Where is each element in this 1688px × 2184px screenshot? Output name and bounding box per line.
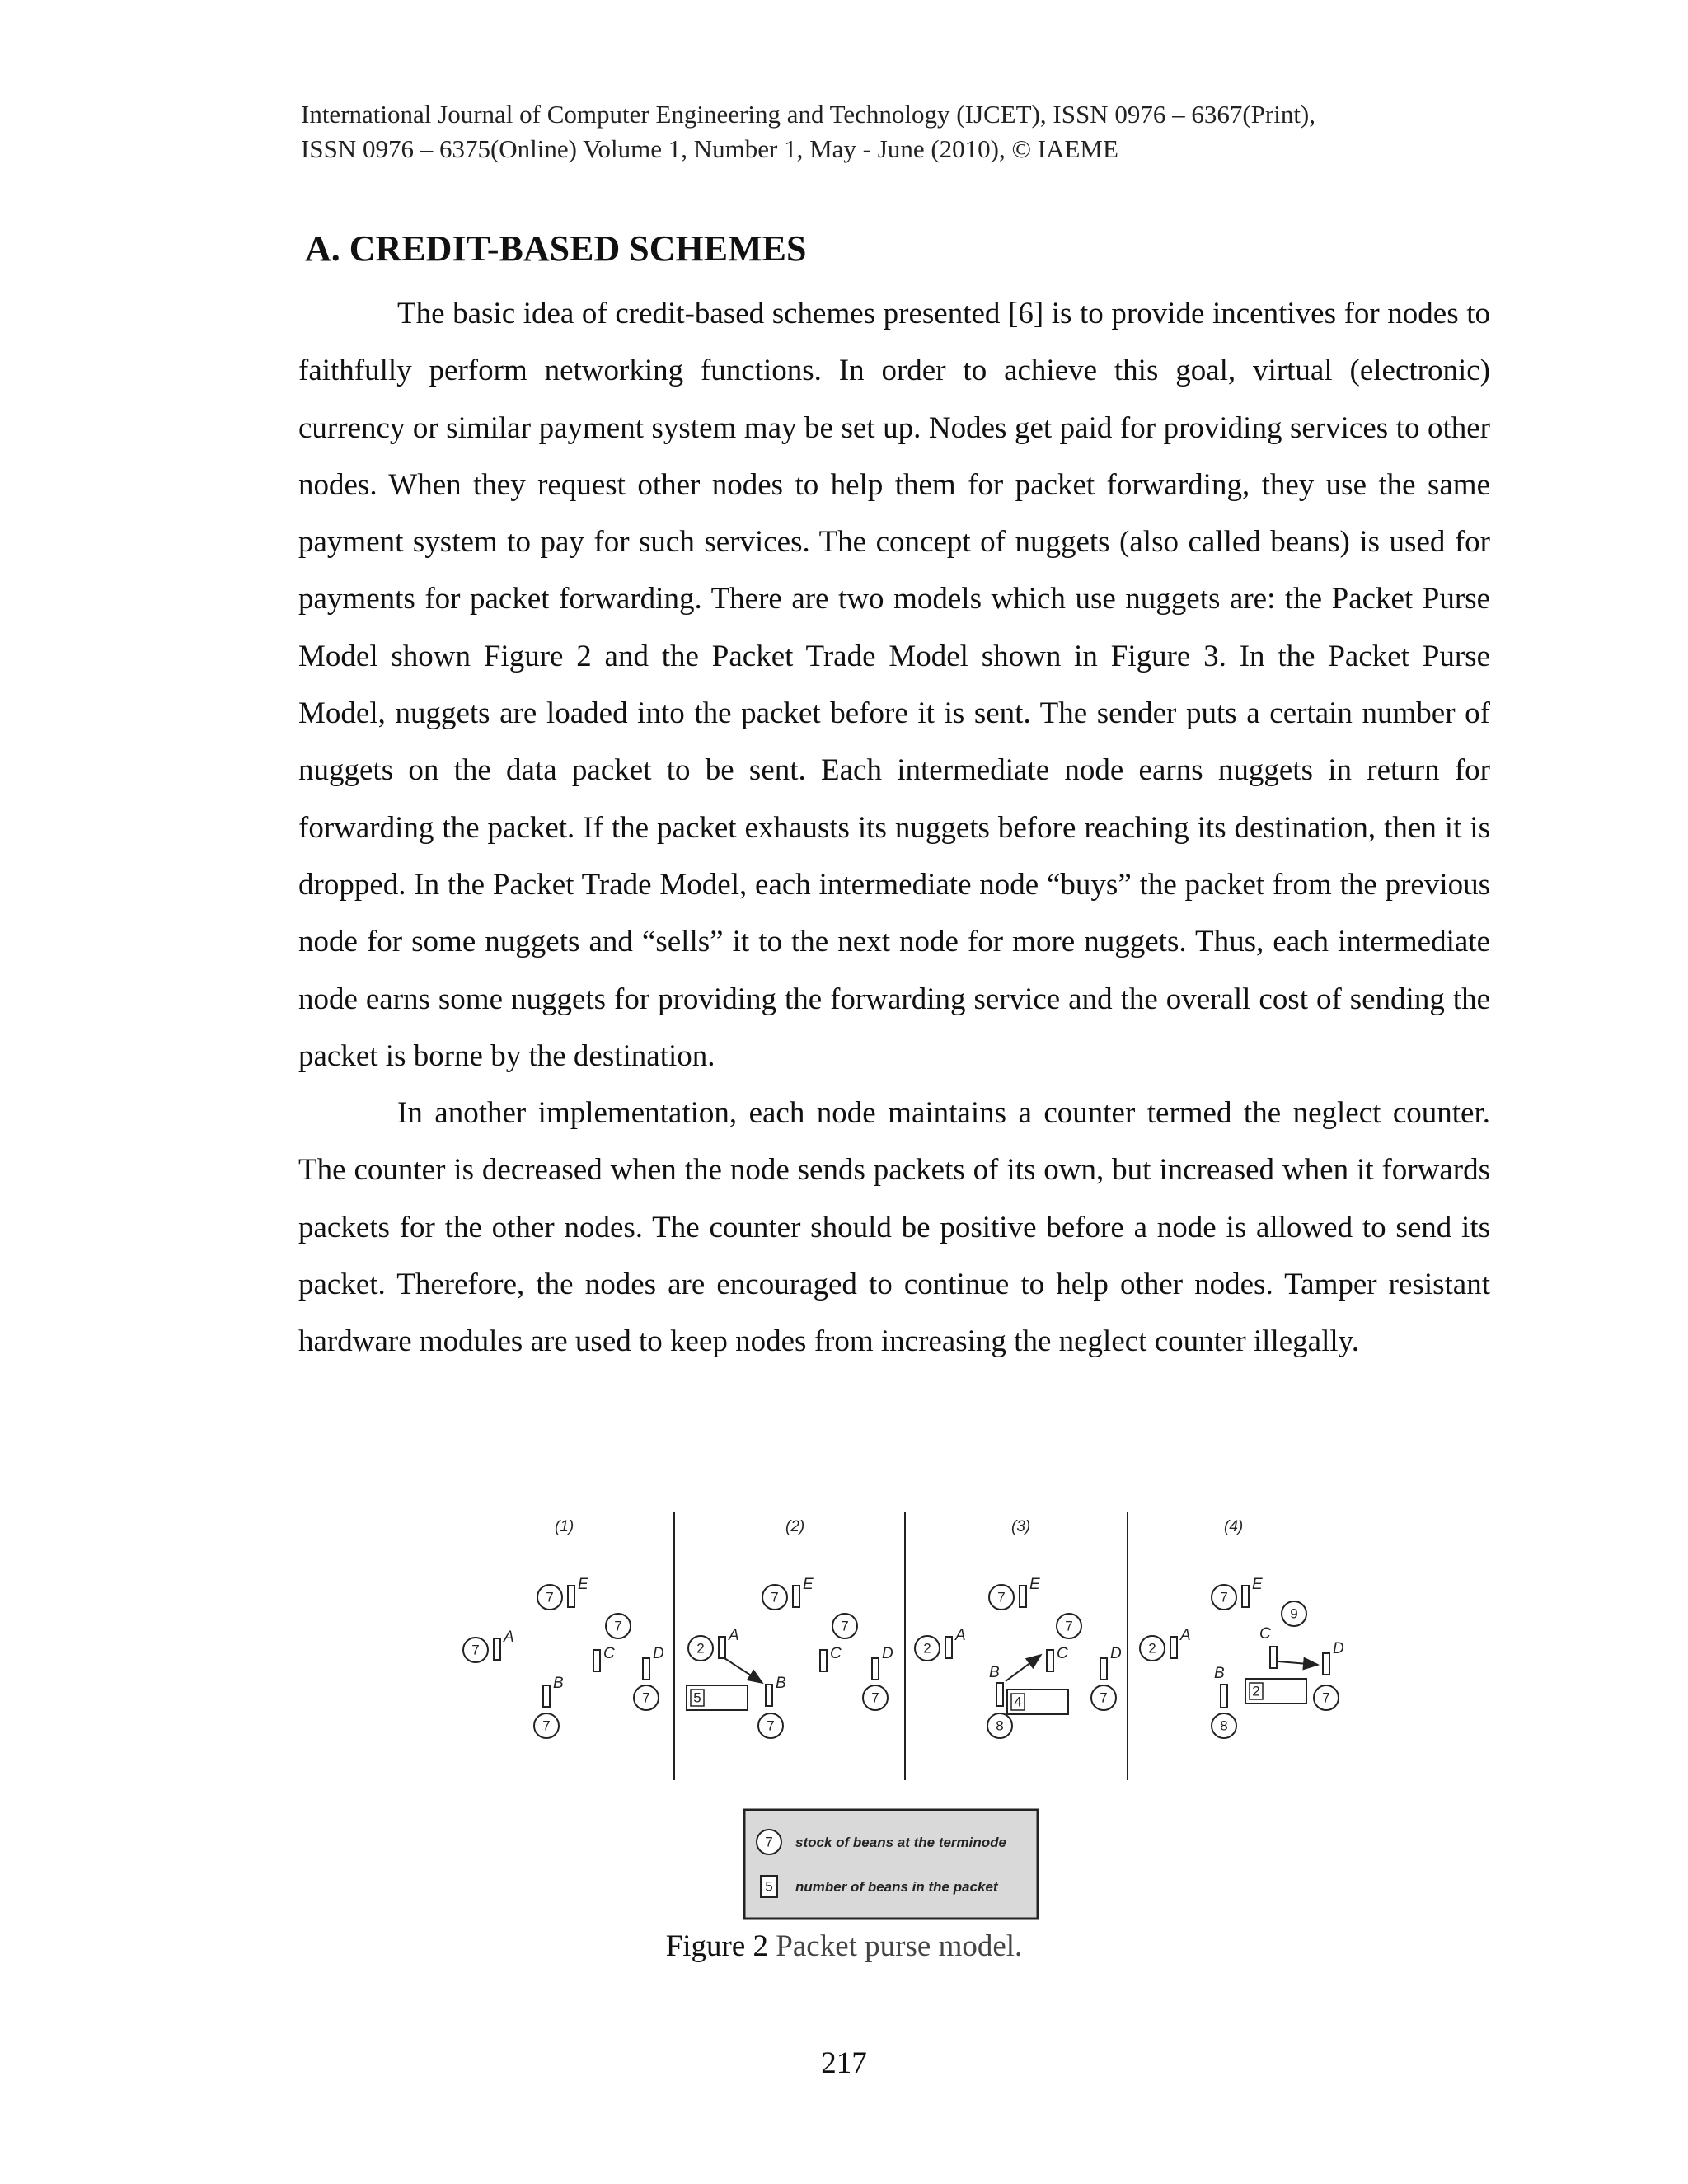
terminode [1323,1653,1329,1675]
terminode [793,1586,799,1607]
node-stock: 7 [1100,1690,1108,1706]
terminode [593,1650,600,1671]
node-stock: 7 [642,1690,650,1706]
header-line-1: International Journal of Computer Engineering and Technology (IJCET), ISSN 0976 – 6367(Print), [301,100,1316,129]
node-stock: 7 [542,1718,551,1734]
terminode [1242,1586,1249,1607]
forward-arrow [1006,1655,1041,1681]
terminode [494,1638,500,1660]
journal-header [301,97,1504,166]
page-number: 217 [821,2046,867,2080]
terminode [543,1685,550,1707]
node-label: B [1214,1665,1225,1682]
node-stock: 8 [996,1718,1004,1734]
node-stock: 7 [1065,1618,1073,1634]
node-stock: 7 [1322,1690,1330,1706]
node-label: B [989,1664,1000,1681]
node-stock: 2 [1148,1640,1156,1657]
panel-label: (4) [1224,1518,1244,1535]
node-stock: 7 [767,1718,775,1734]
terminode [643,1658,649,1680]
panel-4 [1140,1518,1344,1738]
legend-stock-sample: 7 [765,1834,773,1850]
terminode [1020,1586,1026,1607]
terminode [872,1658,879,1680]
legend-packet-sample: 5 [765,1878,773,1895]
packet-beans: 2 [1252,1683,1260,1699]
paragraph: The basic idea of credit-based schemes presented [6] is to provide incentives for nodes to faithfully perform networking functions. In order to achieve this goal, virtual (electronic) currency or similar payment system may be set up. Nodes get paid for providing services to other nodes. When they request other nodes to help them for packet forwarding, they use the same payment system to pay for such services. The concept of nuggets (also called beans) is used for payments for packet forwarding. There are two models which use nuggets are: the Packet Purse Model shown Figure 2 and the Packet Trade Model shown in Figure 3. In the Packet Purse Model, nuggets are loaded into the packet before it is sent. The sender puts a certain number of nuggets on the data packet to be sent. Each intermediate node earns nuggets in return for forwarding the packet. If the packet exhausts its nuggets before reaching its destination, then it is dropped. In the Packet Trade Model, each intermediate node “buys” the packet from the previous node for some nuggets and “sells” it to the next node for more nuggets. Thus, each intermediate node earns some nuggets for providing the forwarding service and the overall cost of sending the packet is borne by the destination. [298,297,1490,1073]
node-label: A [504,1629,514,1646]
node-label: D [1110,1645,1122,1662]
node-label: C [1057,1645,1068,1662]
section-title: A. CREDIT-BASED SCHEMES [305,228,807,269]
figure-diagram [457,1508,1364,1929]
node-label: C [830,1645,842,1662]
figure-caption [0,1927,1688,1966]
node-label: B [553,1675,564,1692]
node-label: A [955,1627,966,1644]
node-label: E [1252,1576,1263,1593]
panel-2 [687,1518,893,1738]
node-label: D [653,1645,664,1662]
terminode [766,1685,772,1706]
terminode [1270,1647,1277,1668]
node-stock: 7 [614,1618,622,1634]
node-stock: 2 [696,1640,705,1657]
forward-arrow [724,1658,762,1683]
legend-packet-text: number of beans in the packet [795,1879,998,1895]
node-stock: 7 [471,1642,480,1658]
packet-beans: 5 [693,1690,701,1706]
terminode [719,1637,725,1658]
panel-3 [915,1518,1122,1738]
figure-legend [744,1810,1038,1919]
node-stock: 8 [1220,1718,1228,1734]
header-line-2: ISSN 0976 – 6375(Online) Volume 1, Number 1, May - June (2010), © IAEME [301,134,1118,163]
node-label: D [882,1645,893,1662]
body-text [298,285,1490,1371]
caption-label: Figure 2 [665,1929,769,1963]
node-stock: 7 [841,1618,849,1634]
node-label: A [1180,1627,1191,1644]
panel-label: (1) [555,1518,574,1535]
node-label: B [776,1675,786,1692]
legend-box [744,1810,1038,1919]
terminode [996,1683,1003,1706]
node-stock: 7 [771,1589,779,1605]
node-stock: 7 [997,1589,1006,1605]
terminode [820,1650,827,1671]
node-stock: 9 [1290,1605,1298,1622]
legend-stock-text: stock of beans at the terminode [795,1835,1006,1850]
node-label: A [729,1627,739,1644]
terminode [1100,1658,1107,1680]
node-stock: 7 [871,1690,879,1706]
node-label: D [1333,1640,1344,1657]
node-label: C [603,1645,615,1662]
paragraph: In another implementation, each node maintains a counter termed the neglect counter. The counter is decreased when the node sends packets of its own, but increased when it forwards packets for the other nodes. The counter should be positive before a node is allowed to send its packet. Therefore, the nodes are encouraged to continue to help other nodes. Tamper resistant hardware modules are used to keep nodes from increasing the neglect counter illegally. [298,1096,1490,1359]
forward-arrow [1278,1661,1318,1665]
terminode [945,1637,952,1658]
node-stock: 7 [1220,1589,1228,1605]
node-label: E [1029,1576,1040,1593]
terminode [1047,1650,1053,1671]
packet-beans: 4 [1014,1694,1022,1710]
panel-1 [463,1518,664,1738]
node-stock: 7 [546,1589,554,1605]
terminode [1170,1637,1177,1658]
caption-text: Packet purse model. [768,1929,1023,1963]
panel-label: (2) [785,1518,805,1535]
terminode [1221,1685,1227,1708]
node-label: E [578,1576,588,1593]
node-stock: 2 [923,1640,931,1657]
node-label: C [1259,1625,1271,1643]
terminode [568,1586,574,1607]
figure-packet-purse-model [457,1508,1364,1929]
panel-label: (3) [1011,1518,1031,1535]
node-label: E [803,1576,814,1593]
